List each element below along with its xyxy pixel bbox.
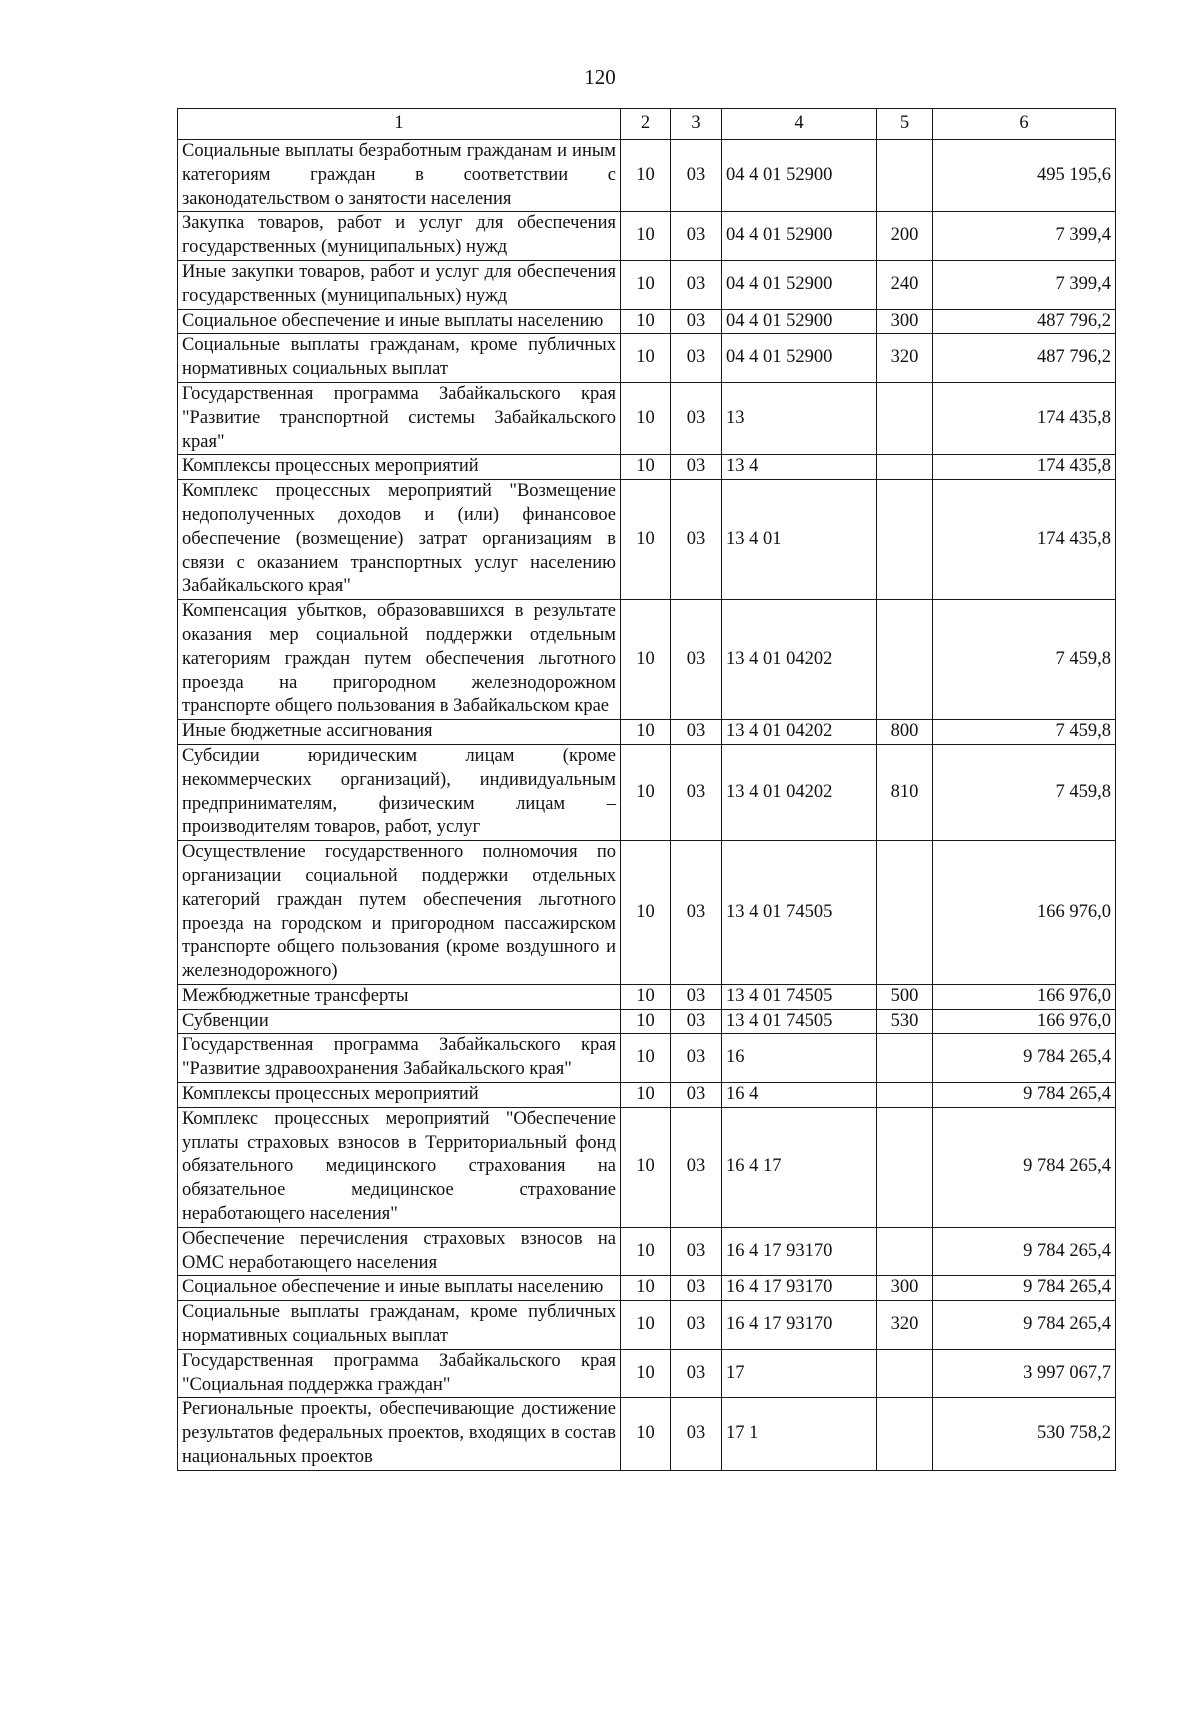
- header-cell-6: 6: [933, 109, 1116, 140]
- target-article-cell: 04 4 01 52900: [722, 212, 877, 261]
- item-name-cell: Государственная программа Забайкальского края "Развитие транспортной системы Забайкальского края": [178, 382, 621, 454]
- expense-type-cell: [877, 1398, 933, 1470]
- amount-cell: 495 195,6: [933, 140, 1116, 212]
- table-row: [178, 744, 1116, 840]
- section-code-cell: 10: [621, 1107, 671, 1227]
- expense-type-cell: [877, 382, 933, 454]
- expense-type-cell: 200: [877, 212, 933, 261]
- subsection-code-cell: 03: [671, 600, 722, 720]
- expense-type-cell: 800: [877, 720, 933, 745]
- expense-type-cell: 300: [877, 309, 933, 334]
- table-row: [178, 212, 1116, 261]
- section-code-cell: 10: [621, 600, 671, 720]
- expense-type-cell: [877, 841, 933, 985]
- table-row: [178, 455, 1116, 480]
- item-name-cell: Социальные выплаты безработным гражданам и иным категориям граждан в соответствии с законодательством о занятости населения: [178, 140, 621, 212]
- target-article-cell: 16 4: [722, 1083, 877, 1108]
- subsection-code-cell: 03: [671, 309, 722, 334]
- amount-cell: 7 459,8: [933, 600, 1116, 720]
- amount-cell: 7 399,4: [933, 212, 1116, 261]
- subsection-code-cell: 03: [671, 984, 722, 1009]
- header-cell-2: 2: [621, 109, 671, 140]
- table-body: [178, 140, 1116, 1471]
- expense-type-cell: 500: [877, 984, 933, 1009]
- target-article-cell: 13: [722, 382, 877, 454]
- amount-cell: 7 459,8: [933, 720, 1116, 745]
- section-code-cell: 10: [621, 334, 671, 383]
- target-article-cell: 04 4 01 52900: [722, 140, 877, 212]
- item-name-cell: Социальные выплаты гражданам, кроме публичных нормативных социальных выплат: [178, 334, 621, 383]
- amount-cell: 9 784 265,4: [933, 1107, 1116, 1227]
- amount-cell: 530 758,2: [933, 1398, 1116, 1470]
- section-code-cell: 10: [621, 212, 671, 261]
- table-row: [178, 140, 1116, 212]
- subsection-code-cell: 03: [671, 1349, 722, 1398]
- subsection-code-cell: 03: [671, 744, 722, 840]
- amount-cell: 166 976,0: [933, 984, 1116, 1009]
- subsection-code-cell: 03: [671, 334, 722, 383]
- amount-cell: 9 784 265,4: [933, 1083, 1116, 1108]
- table-row: [178, 260, 1116, 309]
- expense-type-cell: 320: [877, 1301, 933, 1350]
- target-article-cell: 13 4 01 74505: [722, 841, 877, 985]
- table-row: [178, 1301, 1116, 1350]
- expense-type-cell: 320: [877, 334, 933, 383]
- subsection-code-cell: 03: [671, 841, 722, 985]
- section-code-cell: 10: [621, 984, 671, 1009]
- item-name-cell: Комплекс процессных мероприятий "Обеспечение уплаты страховых взносов в Территориальный фонд обязательного медицинского страхования на обязательное медицинское страхование неработающего населения": [178, 1107, 621, 1227]
- subsection-code-cell: 03: [671, 1398, 722, 1470]
- item-name-cell: Комплекс процессных мероприятий "Возмещение недополученных доходов и (или) финансовое обеспечение (возмещение) затрат организациям в связи с оказанием транспортных услуг населению Забайкальского края": [178, 480, 621, 600]
- section-code-cell: 10: [621, 455, 671, 480]
- target-article-cell: 13 4 01 74505: [722, 984, 877, 1009]
- amount-cell: 9 784 265,4: [933, 1227, 1116, 1276]
- table-row: [178, 720, 1116, 745]
- target-article-cell: 13 4 01 04202: [722, 600, 877, 720]
- item-name-cell: Комплексы процессных мероприятий: [178, 455, 621, 480]
- amount-cell: 487 796,2: [933, 309, 1116, 334]
- target-article-cell: 16 4 17 93170: [722, 1227, 877, 1276]
- amount-cell: 166 976,0: [933, 1009, 1116, 1034]
- subsection-code-cell: 03: [671, 140, 722, 212]
- item-name-cell: Осуществление государственного полномочия по организации социальной поддержки отдельных категорий граждан путем обеспечения льготного проезда на городском и пригородном пассажирском транспорте общего пользования (кроме воздушного и железнодорожного): [178, 841, 621, 985]
- table-row: [178, 600, 1116, 720]
- item-name-cell: Региональные проекты, обеспечивающие достижение результатов федеральных проектов, входящих в состав национальных проектов: [178, 1398, 621, 1470]
- target-article-cell: 16 4 17 93170: [722, 1301, 877, 1350]
- target-article-cell: 16 4 17: [722, 1107, 877, 1227]
- table-row: [178, 1349, 1116, 1398]
- target-article-cell: 13 4 01 04202: [722, 720, 877, 745]
- section-code-cell: 10: [621, 309, 671, 334]
- target-article-cell: 13 4 01 74505: [722, 1009, 877, 1034]
- target-article-cell: 04 4 01 52900: [722, 260, 877, 309]
- item-name-cell: Государственная программа Забайкальского края "Социальная поддержка граждан": [178, 1349, 621, 1398]
- expense-type-cell: 810: [877, 744, 933, 840]
- expense-type-cell: [877, 1227, 933, 1276]
- target-article-cell: 04 4 01 52900: [722, 334, 877, 383]
- section-code-cell: 10: [621, 1227, 671, 1276]
- table-row: [178, 984, 1116, 1009]
- item-name-cell: Обеспечение перечисления страховых взносов на ОМС неработающего населения: [178, 1227, 621, 1276]
- subsection-code-cell: 03: [671, 480, 722, 600]
- section-code-cell: 10: [621, 1034, 671, 1083]
- section-code-cell: 10: [621, 140, 671, 212]
- section-code-cell: 10: [621, 260, 671, 309]
- subsection-code-cell: 03: [671, 1034, 722, 1083]
- section-code-cell: 10: [621, 1083, 671, 1108]
- budget-table: [177, 108, 1116, 1471]
- subsection-code-cell: 03: [671, 1083, 722, 1108]
- table-row: [178, 1227, 1116, 1276]
- amount-cell: 9 784 265,4: [933, 1301, 1116, 1350]
- subsection-code-cell: 03: [671, 455, 722, 480]
- section-code-cell: 10: [621, 1009, 671, 1034]
- expense-type-cell: [877, 1083, 933, 1108]
- item-name-cell: Субсидии юридическим лицам (кроме некоммерческих организаций), индивидуальным предпринимателям, физическим лицам – производителям товаров, работ, услуг: [178, 744, 621, 840]
- table-row: [178, 382, 1116, 454]
- expense-type-cell: 530: [877, 1009, 933, 1034]
- item-name-cell: Государственная программа Забайкальского края "Развитие здравоохранения Забайкальского края": [178, 1034, 621, 1083]
- amount-cell: 7 399,4: [933, 260, 1116, 309]
- subsection-code-cell: 03: [671, 1107, 722, 1227]
- subsection-code-cell: 03: [671, 382, 722, 454]
- subsection-code-cell: 03: [671, 1301, 722, 1350]
- amount-cell: 174 435,8: [933, 480, 1116, 600]
- item-name-cell: Иные закупки товаров, работ и услуг для обеспечения государственных (муниципальных) нужд: [178, 260, 621, 309]
- table-row: [178, 309, 1116, 334]
- expense-type-cell: [877, 480, 933, 600]
- target-article-cell: 17: [722, 1349, 877, 1398]
- item-name-cell: Социальные выплаты гражданам, кроме публичных нормативных социальных выплат: [178, 1301, 621, 1350]
- amount-cell: 9 784 265,4: [933, 1276, 1116, 1301]
- target-article-cell: 16 4 17 93170: [722, 1276, 877, 1301]
- subsection-code-cell: 03: [671, 260, 722, 309]
- header-cell-5: 5: [877, 109, 933, 140]
- section-code-cell: 10: [621, 744, 671, 840]
- target-article-cell: 16: [722, 1034, 877, 1083]
- subsection-code-cell: 03: [671, 1276, 722, 1301]
- item-name-cell: Социальное обеспечение и иные выплаты населению: [178, 1276, 621, 1301]
- table-row: [178, 1398, 1116, 1470]
- item-name-cell: Межбюджетные трансферты: [178, 984, 621, 1009]
- table-row: [178, 841, 1116, 985]
- page-number: 120: [584, 65, 616, 89]
- target-article-cell: 04 4 01 52900: [722, 309, 877, 334]
- subsection-code-cell: 03: [671, 1227, 722, 1276]
- section-code-cell: 10: [621, 1398, 671, 1470]
- amount-cell: 174 435,8: [933, 382, 1116, 454]
- header-cell-3: 3: [671, 109, 722, 140]
- item-name-cell: Социальное обеспечение и иные выплаты населению: [178, 309, 621, 334]
- table-row: [178, 1276, 1116, 1301]
- header-cell-4: 4: [722, 109, 877, 140]
- section-code-cell: 10: [621, 382, 671, 454]
- item-name-cell: Комплексы процессных мероприятий: [178, 1083, 621, 1108]
- target-article-cell: 13 4 01: [722, 480, 877, 600]
- amount-cell: 7 459,8: [933, 744, 1116, 840]
- item-name-cell: Субвенции: [178, 1009, 621, 1034]
- table-row: [178, 1034, 1116, 1083]
- section-code-cell: 10: [621, 1349, 671, 1398]
- table-row: [178, 334, 1116, 383]
- item-name-cell: Иные бюджетные ассигнования: [178, 720, 621, 745]
- section-code-cell: 10: [621, 841, 671, 985]
- target-article-cell: 17 1: [722, 1398, 877, 1470]
- expense-type-cell: [877, 1034, 933, 1083]
- table-row: [178, 480, 1116, 600]
- section-code-cell: 10: [621, 1276, 671, 1301]
- table-row: [178, 1009, 1116, 1034]
- expense-type-cell: 300: [877, 1276, 933, 1301]
- table-row: [178, 1083, 1116, 1108]
- amount-cell: 487 796,2: [933, 334, 1116, 383]
- expense-type-cell: [877, 1349, 933, 1398]
- target-article-cell: 13 4 01 04202: [722, 744, 877, 840]
- section-code-cell: 10: [621, 480, 671, 600]
- amount-cell: 3 997 067,7: [933, 1349, 1116, 1398]
- expense-type-cell: [877, 140, 933, 212]
- target-article-cell: 13 4: [722, 455, 877, 480]
- section-code-cell: 10: [621, 1301, 671, 1350]
- amount-cell: 166 976,0: [933, 841, 1116, 985]
- amount-cell: 9 784 265,4: [933, 1034, 1116, 1083]
- header-row: [178, 109, 1116, 140]
- expense-type-cell: 240: [877, 260, 933, 309]
- table-row: [178, 1107, 1116, 1227]
- section-code-cell: 10: [621, 720, 671, 745]
- subsection-code-cell: 03: [671, 720, 722, 745]
- subsection-code-cell: 03: [671, 212, 722, 261]
- item-name-cell: Компенсация убытков, образовавшихся в результате оказания мер социальной поддержки отдельным категориям граждан путем обеспечения льготного проезда на пригородном железнодорожном транспорте общего пользования в Забайкальском крае: [178, 600, 621, 720]
- item-name-cell: Закупка товаров, работ и услуг для обеспечения государственных (муниципальных) нужд: [178, 212, 621, 261]
- subsection-code-cell: 03: [671, 1009, 722, 1034]
- expense-type-cell: [877, 600, 933, 720]
- expense-type-cell: [877, 455, 933, 480]
- expense-type-cell: [877, 1107, 933, 1227]
- header-cell-1: 1: [178, 109, 621, 140]
- amount-cell: 174 435,8: [933, 455, 1116, 480]
